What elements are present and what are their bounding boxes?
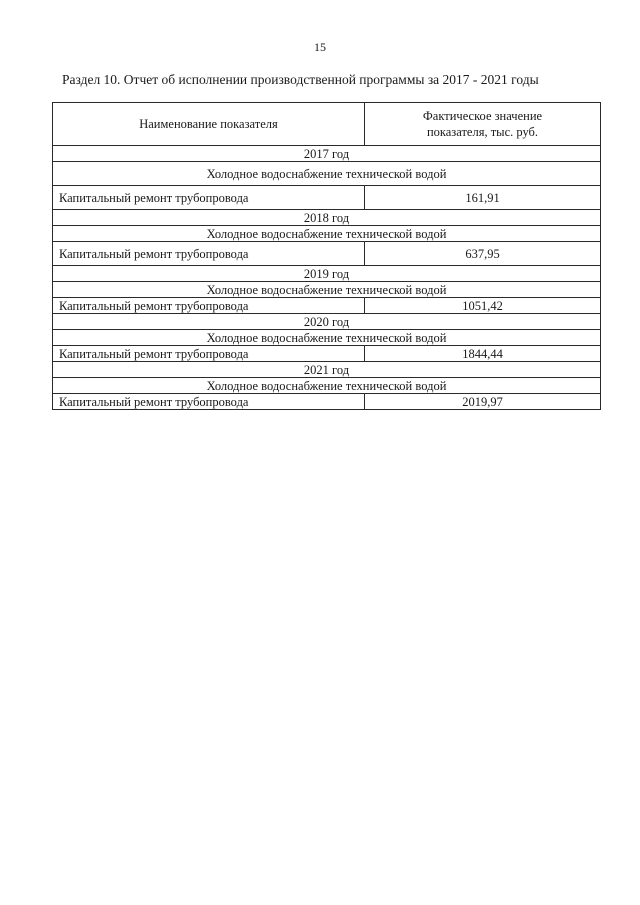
year-label: 2019 год	[53, 266, 601, 282]
table-row	[53, 298, 601, 314]
item-value: 1051,42	[365, 298, 601, 314]
year-row	[53, 266, 601, 282]
header-actual-value-line1: Фактическое значение	[422, 109, 543, 123]
item-value: 161,91	[365, 186, 601, 210]
page-number: 15	[314, 40, 326, 54]
report-table	[52, 102, 601, 410]
section-label: Холодное водоснабжение технической водой	[53, 282, 601, 298]
section-row	[53, 282, 601, 298]
section-label: Холодное водоснабжение технической водой	[53, 378, 601, 394]
section-label: Холодное водоснабжение технической водой	[53, 226, 601, 242]
section-label: Холодное водоснабжение технической водой	[53, 162, 601, 186]
section-row	[53, 226, 601, 242]
item-label: Капитальный ремонт трубопровода	[53, 186, 365, 210]
year-row	[53, 210, 601, 226]
header-indicator-name: Наименование показателя	[53, 103, 365, 146]
section-row	[53, 330, 601, 346]
section-title: Раздел 10. Отчет об исполнении производственной программы за 2017 - 2021 годы	[62, 72, 539, 87]
table-row	[53, 394, 601, 410]
table-row	[53, 242, 601, 266]
year-label: 2021 год	[53, 362, 601, 378]
table-row	[53, 186, 601, 210]
item-label: Капитальный ремонт трубопровода	[53, 346, 365, 362]
year-label: 2018 год	[53, 210, 601, 226]
item-value: 637,95	[365, 242, 601, 266]
item-value: 2019,97	[365, 394, 601, 410]
year-label: 2020 год	[53, 314, 601, 330]
section-row	[53, 378, 601, 394]
year-label: 2017 год	[53, 146, 601, 162]
item-value: 1844,44	[365, 346, 601, 362]
table-header-row	[53, 103, 601, 146]
year-row	[53, 314, 601, 330]
header-actual-value-line2: показателя, тыс. руб.	[426, 125, 539, 139]
table-row	[53, 346, 601, 362]
section-row	[53, 162, 601, 186]
item-label: Капитальный ремонт трубопровода	[53, 298, 365, 314]
item-label: Капитальный ремонт трубопровода	[53, 242, 365, 266]
year-row	[53, 146, 601, 162]
year-row	[53, 362, 601, 378]
item-label: Капитальный ремонт трубопровода	[53, 394, 365, 410]
section-label: Холодное водоснабжение технической водой	[53, 330, 601, 346]
header-actual-value	[365, 103, 601, 146]
